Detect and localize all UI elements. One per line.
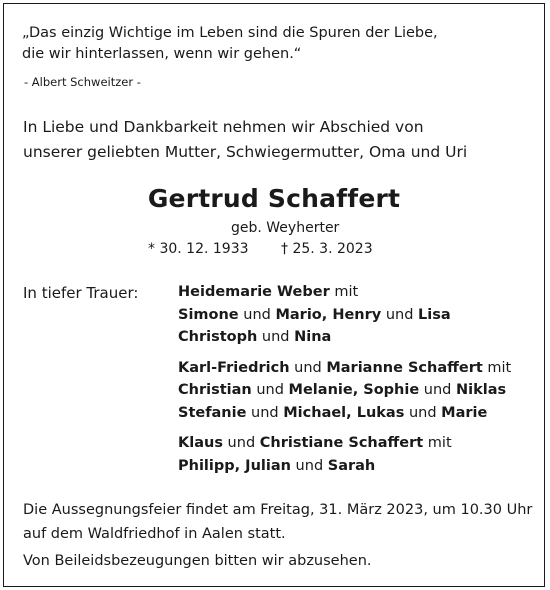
mourner-connector: mit	[482, 359, 512, 376]
mourner-line	[178, 284, 358, 300]
mourner-line	[178, 360, 511, 376]
mourner-connector: und	[404, 404, 442, 421]
birth-date: * 30. 12. 1933	[148, 241, 249, 257]
mourner-line	[178, 382, 506, 398]
mourner-line	[178, 329, 331, 345]
obituary-notice	[3, 3, 545, 587]
mourner-line	[178, 307, 451, 323]
mourner-connector: und	[251, 382, 289, 398]
mourner-connector: und	[419, 382, 456, 398]
mourner-name: Christian	[178, 382, 252, 398]
mourner-name: Klaus	[178, 435, 223, 451]
mourner-connector: und	[222, 435, 260, 451]
mourner-name: Marianne Schaffert	[326, 359, 483, 376]
mourner-name: Michael, Lukas	[283, 404, 405, 421]
mourner-name: Lisa	[418, 306, 451, 323]
mourner-connector: mit	[423, 435, 452, 451]
mourner-connector: und	[289, 359, 327, 376]
mourner-name: Niklas	[455, 382, 507, 398]
mourner-connector: und	[290, 457, 328, 474]
mourner-connector: und	[257, 329, 295, 345]
death-date: † 25. 3. 2023	[281, 241, 373, 257]
quote-line-1: „Das einzig Wichtige im Leben sind die Spuren der Liebe,	[22, 25, 438, 41]
mourner-name: Christiane Schaffert	[259, 435, 424, 451]
mourner-name: Marie	[441, 404, 488, 421]
mourner-connector: und	[381, 306, 419, 323]
mourner-connector: mit	[329, 284, 359, 300]
mourning-label: In tiefer Trauer:	[23, 284, 139, 302]
mourner-name: Simone	[178, 306, 239, 323]
mourner-name: Sarah	[327, 457, 376, 474]
mourner-name: Karl-Friedrich	[178, 359, 290, 376]
intro-line-1: In Liebe und Dankbarkeit nehmen wir Abschied von	[23, 118, 424, 136]
mourner-name: Melanie, Sophie	[288, 382, 420, 398]
mourner-line	[178, 458, 375, 474]
mourner-name: Nina	[294, 329, 332, 345]
mourner-name: Stefanie	[178, 404, 247, 421]
mourner-line	[178, 405, 487, 421]
footer-line-2: auf dem Waldfriedhof in Aalen statt.	[23, 526, 286, 542]
footer-line-1: Die Aussegnungsfeier findet am Freitag, 31. März 2023, um 10.30 Uhr	[23, 502, 533, 518]
quote-line-2: die wir hinterlassen, wenn wir gehen.“	[22, 46, 302, 62]
maiden-name: geb. Weyherter	[231, 220, 340, 236]
footer-line-3: Von Beileidsbezeugungen bitten wir abzusehen.	[23, 553, 372, 569]
mourner-name: Philipp, Julian	[178, 457, 291, 474]
quote-author: - Albert Schweitzer -	[24, 75, 141, 89]
mourner-line	[178, 435, 452, 451]
deceased-name: Gertrud Schaffert	[147, 184, 401, 213]
mourner-name: Heidemarie Weber	[178, 284, 330, 300]
mourner-name: Mario, Henry	[275, 306, 382, 323]
mourner-connector: und	[246, 404, 284, 421]
mourner-name: Christoph	[178, 329, 258, 345]
intro-line-2: unserer geliebten Mutter, Schwiegermutter, Oma und Uri	[23, 143, 468, 161]
mourner-connector: und	[238, 306, 276, 323]
